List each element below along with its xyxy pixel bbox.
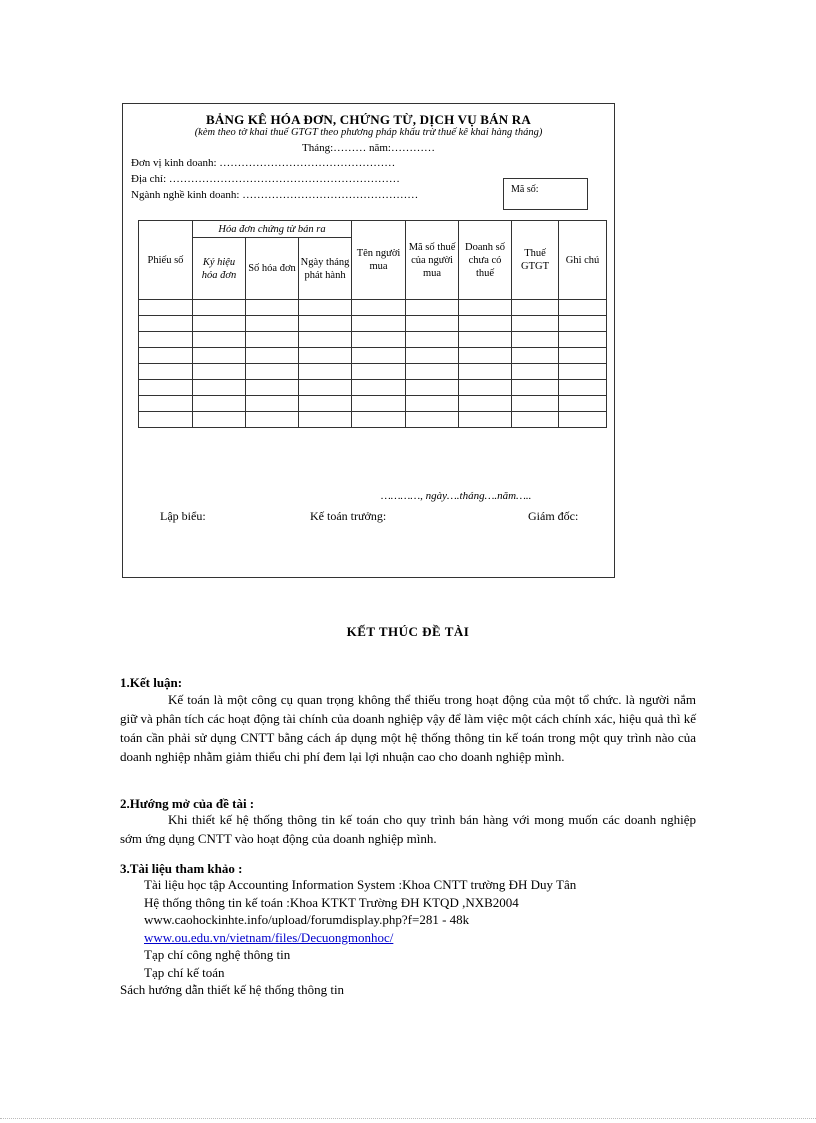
reference-item: Tài liệu học tập Accounting Information System :Khoa CNTT trường ĐH Duy Tân xyxy=(144,877,577,892)
col-invoice-symbol: Ký hiệu hóa đơn xyxy=(193,238,246,300)
industry-line: Ngành nghề kinh doanh: ………………………………………… xyxy=(131,189,419,201)
reference-item: Hệ thống thông tin kế toán :Khoa KTKT Trường ĐH KTQD ,NXB2004 xyxy=(144,894,519,910)
signature-chief-accountant: Kế toán trưởng: xyxy=(310,509,387,523)
table-row xyxy=(139,332,607,348)
table-row xyxy=(139,300,607,316)
table-row xyxy=(139,348,607,364)
conclusion-heading: 1.Kết luận: xyxy=(120,675,183,690)
col-vat: Thuế GTGT xyxy=(512,221,559,300)
col-buyer-name: Tên người mua xyxy=(352,221,406,300)
table-row xyxy=(139,380,607,396)
form-title: BẢNG KÊ HÓA ĐƠN, CHỨNG TỪ, DỊCH VỤ BÁN RA xyxy=(206,112,531,127)
table-row xyxy=(139,412,607,428)
page-bottom-rule xyxy=(0,1118,816,1119)
reference-item xyxy=(120,929,576,947)
reference-item: www.caohockinhte.info/upload/forumdisplay.php?f=281 - 48k xyxy=(144,912,470,927)
signature-director: Giám đốc: xyxy=(528,509,579,523)
col-revenue: Doanh số chưa có thuế xyxy=(459,221,512,300)
conclusion-paragraph xyxy=(120,690,696,766)
col-receipt-number: Phiếu số xyxy=(139,221,193,300)
direction-paragraph xyxy=(120,810,696,848)
form-subtitle: (kèm theo tờ khai thuế GTGT theo phương pháp khấu trừ thuế kê khai hàng tháng) xyxy=(194,127,543,138)
references-heading: 3.Tài liệu tham khảo : xyxy=(120,861,243,876)
signature-preparer: Lập biểu: xyxy=(160,509,206,523)
reference-item: Tạp chí công nghệ thông tin xyxy=(144,947,291,962)
table-row xyxy=(139,364,607,380)
signature-date: …………, ngày….tháng….năm….. xyxy=(381,490,532,502)
end-of-topic-title: KẾT THÚC ĐỀ TÀI xyxy=(346,624,470,639)
conclusion-text: Kế toán là một công cụ quan trọng không thể thiếu trong hoạt động của một tổ chức. là người nắm giữ và phân tích các hoạt động tài chính của doanh nghiệp vậy để làm việc một cách chính xác, hiệu quả thì kế toán cần phải sử dụng CNTT bằng cách áp dụng một hệ thống thông tin kế toán trong một quy trình nào của doanh nghiệp nhằm giảm thiểu chi phí đem lại lợi nhuận cao cho doanh nghiệp mình. xyxy=(120,692,696,764)
sales-invoice-form xyxy=(122,103,615,578)
address-line: Địa chỉ: ……………………………………………………… xyxy=(131,173,400,185)
form-period: Tháng:……… năm:………… xyxy=(302,142,435,154)
col-issue-date: Ngày tháng phát hành xyxy=(299,238,352,300)
business-unit-line: Đơn vị kinh doanh: ………………………………………… xyxy=(131,157,396,169)
tax-code-box: Mã số: xyxy=(503,178,588,210)
invoice-table xyxy=(138,220,607,428)
direction-text: Khi thiết kế hệ thống thông tin kế toán cho quy trình bán hàng với mong muốn các doanh nghiệp sớm ứng dụng CNTT vào hoạt động của doanh nghiệp mình. xyxy=(120,812,696,846)
direction-heading: 2.Hướng mở của đề tài : xyxy=(120,796,255,811)
table-row xyxy=(139,396,607,412)
reference-link[interactable]: www.ou.edu.vn/vietnam/files/Decuongmonhoc/ xyxy=(144,929,394,945)
col-note: Ghi chú xyxy=(559,221,607,300)
reference-item: Sách hướng dẫn thiết kế hệ thống thông tin xyxy=(120,982,345,997)
references-list xyxy=(120,876,576,999)
col-group-invoices: Hóa đơn chứng từ bán ra xyxy=(193,221,352,238)
table-row xyxy=(139,316,607,332)
col-buyer-tax-code: Mã số thuế của người mua xyxy=(406,221,459,300)
reference-item: Tạp chí kế toán xyxy=(144,964,225,980)
col-invoice-number: Số hóa đơn xyxy=(246,238,299,300)
